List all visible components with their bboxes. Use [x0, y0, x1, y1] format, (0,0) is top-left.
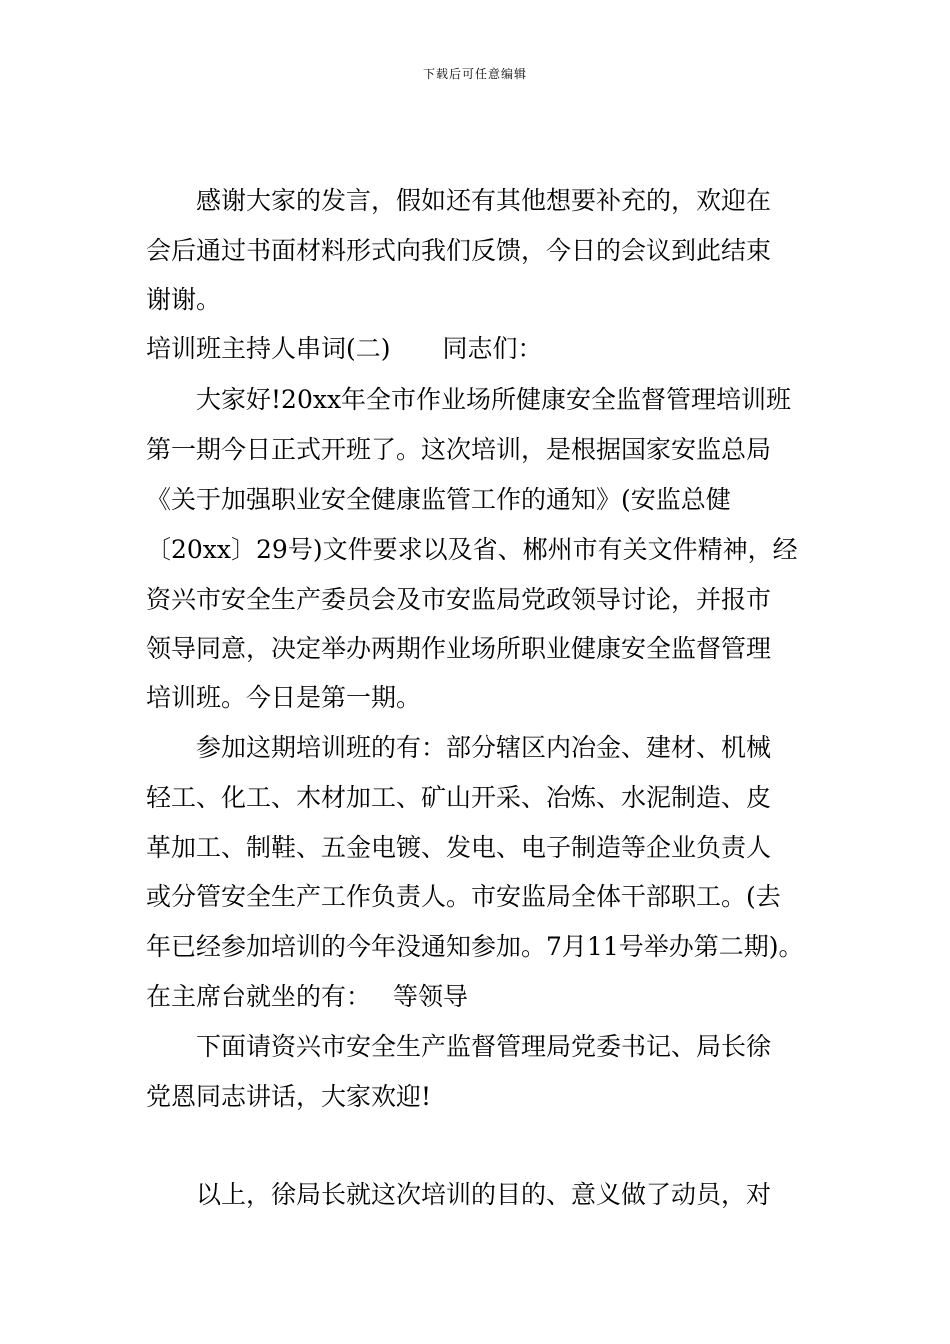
paragraph-line: 感谢大家的发言，假如还有其他想要补充的，欢迎在	[196, 186, 772, 215]
seating-names: 等领导	[393, 982, 469, 1011]
paragraph-line: 资兴市安全生产委员会及市安监局党政领导讨论，并报市	[146, 585, 772, 614]
paragraph-line: 领导同意，决定举办两期作业场所职业健康安全监督管理	[146, 634, 772, 663]
paragraph-line: 党恩同志讲话，大家欢迎!	[146, 1082, 432, 1111]
paragraph-line: 谢谢。	[146, 285, 222, 314]
seating-line	[146, 980, 846, 1014]
paragraph-line: 《关于加强职业安全健康监管工作的通知》(安监总健	[146, 485, 731, 514]
paragraph-line: 培训班。今日是第一期。	[146, 683, 422, 712]
paragraph-line: 第一期今日正式开班了。这次培训，是根据国家安监总局	[146, 435, 772, 464]
section-title: 培训班主持人串词(二)	[146, 334, 391, 363]
paragraph-line: 或分管安全生产工作负责人。市安监局全体干部职工。(去	[146, 882, 781, 911]
section-title-line	[146, 332, 846, 366]
paragraph-line: 参加这期培训班的有：部分辖区内冶金、建材、机械	[196, 733, 772, 762]
paragraph-line: 下面请资兴市安全生产监督管理局党委书记、局长徐	[196, 1032, 772, 1061]
page-header: 下载后可任意编辑	[422, 67, 527, 81]
paragraph-line: 会后通过书面材料形式向我们反馈，今日的会议到此结束	[146, 236, 772, 265]
paragraph-line: 以上，徐局长就这次培训的目的、意义做了动员，对	[196, 1180, 772, 1209]
salutation: 同志们：	[442, 334, 543, 363]
paragraph-line: 〔20xx〕29号)文件要求以及省、郴州市有关文件精神，经	[146, 535, 798, 564]
paragraph-line: 年已经参加培训的今年没通知参加。7月11号举办第二期)。	[146, 932, 804, 961]
paragraph-line: 轻工、化工、木材加工、矿山开采、冶炼、水泥制造、皮	[146, 783, 772, 812]
paragraph-line: 大家好!20xx年全市作业场所健康安全监督管理培训班	[196, 385, 792, 414]
paragraph-line: 革加工、制鞋、五金电镀、发电、电子制造等企业负责人	[146, 833, 772, 862]
seating-label: 在主席台就坐的有：	[146, 982, 372, 1011]
